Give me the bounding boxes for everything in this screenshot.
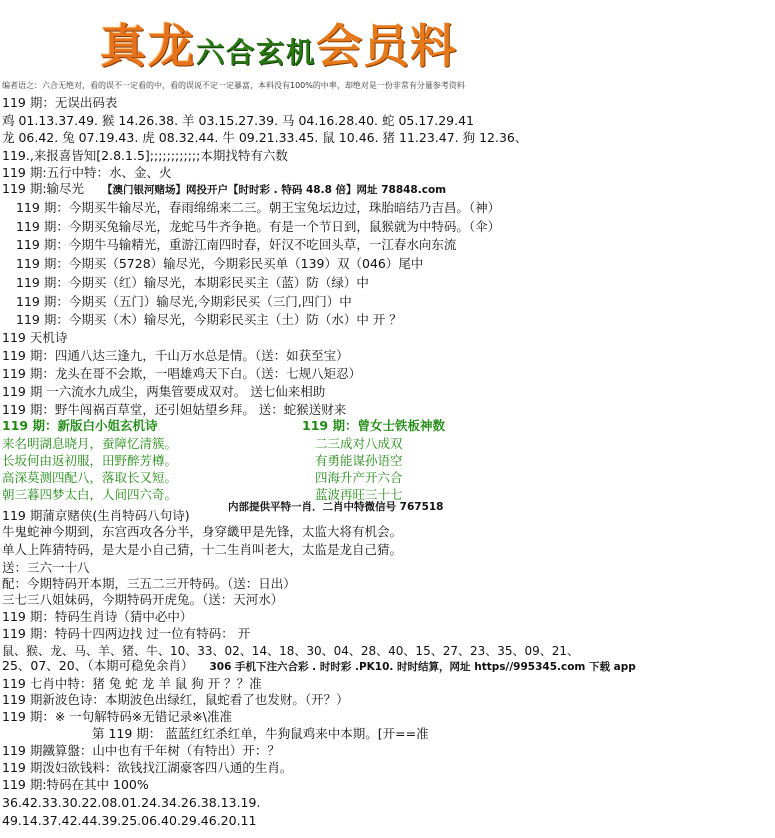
poem-line-3: 119 期：今期牛马输精光，重游江南四时春，奸汉不吃回头草，一江春水向东流 <box>16 237 457 252</box>
line-zodiac-codes-1: 鸡 01.13.37.49. 猴 14.26.38. 羊 03.15.27.39. 马 04.16.28.40. 蛇 05.17.29.41 <box>2 113 474 128</box>
poem-line-4: 119 期：今期买（5728）输尽光，今期彩民买单（139）双（046）尾中 <box>16 256 424 271</box>
green-row-4 <box>2 470 403 486</box>
poem-line-6: 119 期：今期买（五门）输尽光,今期彩民买（三门,四门）中 <box>16 294 352 309</box>
heaven-poem-1: 119 期：四通八达三逢九，千山万水总是情。（送：如获至宝） <box>2 348 349 363</box>
gambler-line-1: 牛鬼蛇神今期到，东宫西攻各分半，身穿畿甲是先锋，太监大将有机会。 <box>2 524 403 539</box>
lose-all-label: 119 期:输尽光 <box>2 181 85 196</box>
gambler-heading: 119 期蒲京赌侠(生肖特码八句诗) <box>2 508 190 523</box>
iron-plate-line-3: 四海升产开六合 <box>315 470 403 485</box>
line-zodiac-codes-2: 龙 06.42. 兔 07.19.43. 虎 08.32.44. 牛 09.21.33.45. 鼠 10.46. 猪 11.23.47. 狗 12.36、 <box>2 130 528 145</box>
title-part-1: 真龙 <box>100 19 196 73</box>
iron-plate-line-2: 有勇能谋孙语空 <box>315 453 403 468</box>
heaven-poem-2: 119 期：龙头在哥不会欺，一唱雄鸡天下白。（送：七规八矩忍） <box>2 366 362 381</box>
disclaimer: 编者语之：六合无绝对，看的误不一定看的中，看的误说不定一定暴富，本料没有100%的中率，却绝对是一份非常有分量参考资料 <box>2 81 465 90</box>
special-code-heading: 119 期:特码在其中 100% <box>2 777 149 792</box>
gambler-match-2: 三七三八姐妹码，今期特码开虎兔。（送：天河水） <box>2 592 284 607</box>
seven-zodiac-line: 119 七肖中特：猪 兔 蛇 龙 羊 鼠 狗 开 ？？准 <box>2 676 262 691</box>
heaven-poem-3: 119 期 一六流水九成尘，两集管要成双对。 送七仙来相助 <box>2 384 326 399</box>
one-sentence-line: 119 期：※ 一句解特码※无错记录※\准准 <box>2 709 232 724</box>
ad-banner-3: 306 手机下注六合彩 . 时时彩 .PK10. 时时结算，网址 https//995345.com 下载 app <box>209 661 636 673</box>
green-row-5 <box>2 487 403 503</box>
heaven-poem-4: 119 期：野牛闯祸百草堂，还引妲姑望乡拜。 送：蛇猴送财来 <box>2 402 347 417</box>
title-part-3: 会员料 <box>316 19 458 73</box>
number-list-2: 25、07、20、（本期可稳免余肖） <box>2 658 194 673</box>
ad-banner-1: 【澳门银河赌场】网投开户【时时彩 . 特码 48.8 倍】网址 78848.com <box>102 184 447 196</box>
fourteen-sides-line: 119 期：特码十四两边找 过一位有特码： 开 <box>2 626 251 641</box>
page-title <box>100 10 520 73</box>
green-row-1 <box>2 418 445 434</box>
ad-banner-2: 内部提供平特一肖．二肖中特微信号 767518 <box>228 501 444 513</box>
poem-line-7: 119 期：今期买（木）输尽光，今期彩民买主（土）防（水）中 开 ？ <box>16 312 402 327</box>
line-five-elements: 119 期:五行中特：水、金、火 <box>2 165 172 180</box>
abacus-line: 119 期鐵算盤：山中也有千年树（有特出）开：？ <box>2 743 280 758</box>
wave-color-poem: 119 期新波色诗：本期波色出绿红，鼠蛇看了也发财。（开？） <box>2 692 349 707</box>
code-list-1: 36.42.33.30.22.08.01.24.34.26.38.13.19. <box>2 795 261 810</box>
iron-plate-line-4: 蓝波再旺三十七 <box>315 487 403 502</box>
gambler-gift-1: 送：三六一十八 <box>2 560 90 575</box>
gambler-match-1: 配：今期特码开本期，三五二三开特码。（送：日出） <box>2 576 296 591</box>
iron-plate-heading: 119 期：曾女士铁板神数 <box>302 418 445 433</box>
heaven-poem-heading: 119 天机诗 <box>2 330 68 345</box>
poem-line-5: 119 期：今期买（红）输尽光，本期彩民买主（蓝）防（绿）中 <box>16 275 369 290</box>
code-list-2: 49.14.37.42.44.39.25.06.40.29.46.20.11 <box>2 813 257 828</box>
gambler-line-2: 单人上阵猜特码，是大是小自己猜，十二生肖叫老大，太监是龙自己猜。 <box>2 542 403 557</box>
number-list-1: 鼠、猴、龙、马、羊、猪、牛、10、33、02、14、18、30、04、28、40、15、27、23、35、09、21、 <box>2 644 580 658</box>
number-list-2-row <box>2 658 636 675</box>
white-lady-line-1: 来名明湖息晓月，蚕障忆清簇。 <box>2 436 178 451</box>
poem-line-2: 119 期：今期买兔输尽光，龙蛇马牛齐争艳。有是一个节日到，鼠猴就为中特码。（伞） <box>16 219 501 234</box>
white-lady-heading: 119 期：新版白小姐玄机诗 <box>2 418 158 433</box>
title-part-2: 六合玄机 <box>196 36 317 69</box>
green-row-3 <box>2 453 403 469</box>
white-lady-line-2: 长坂何由返初服，田野醉芳樽。 <box>2 453 178 468</box>
zodiac-poem-heading: 119 期：特码生肖诗（猜中必中） <box>2 609 193 624</box>
period-119-line: 第 119 期： 蓝蓝红红杀红单，牛狗鼠鸡来中本期。[开==准 <box>92 726 429 741</box>
poem-line-1: 119 期：今期买牛输尽光，春雨绵绵来二三。朝王宝兔坛边过，珠胎暗结乃吉昌。（神） <box>16 200 501 215</box>
white-lady-line-4: 朝三暮四梦太白，人间四六奇。 <box>2 487 178 502</box>
line-good-news: 119.,来报喜皆知[2.8.1.5];;;;;;;;;;;;本期找特有六数 <box>2 148 288 163</box>
line-lose-all <box>2 181 446 198</box>
green-row-2 <box>2 436 403 452</box>
shrew-money-line: 119 期泼妇欲钱料：欲钱找江湖豪客四八通的生肖。 <box>2 760 293 775</box>
line-no-error-code: 119 期：无误出码表 <box>2 95 118 110</box>
white-lady-line-3: 高深莫测四配八，落取长又短。 <box>2 470 178 485</box>
iron-plate-line-1: 二三成对八成双 <box>315 436 403 451</box>
